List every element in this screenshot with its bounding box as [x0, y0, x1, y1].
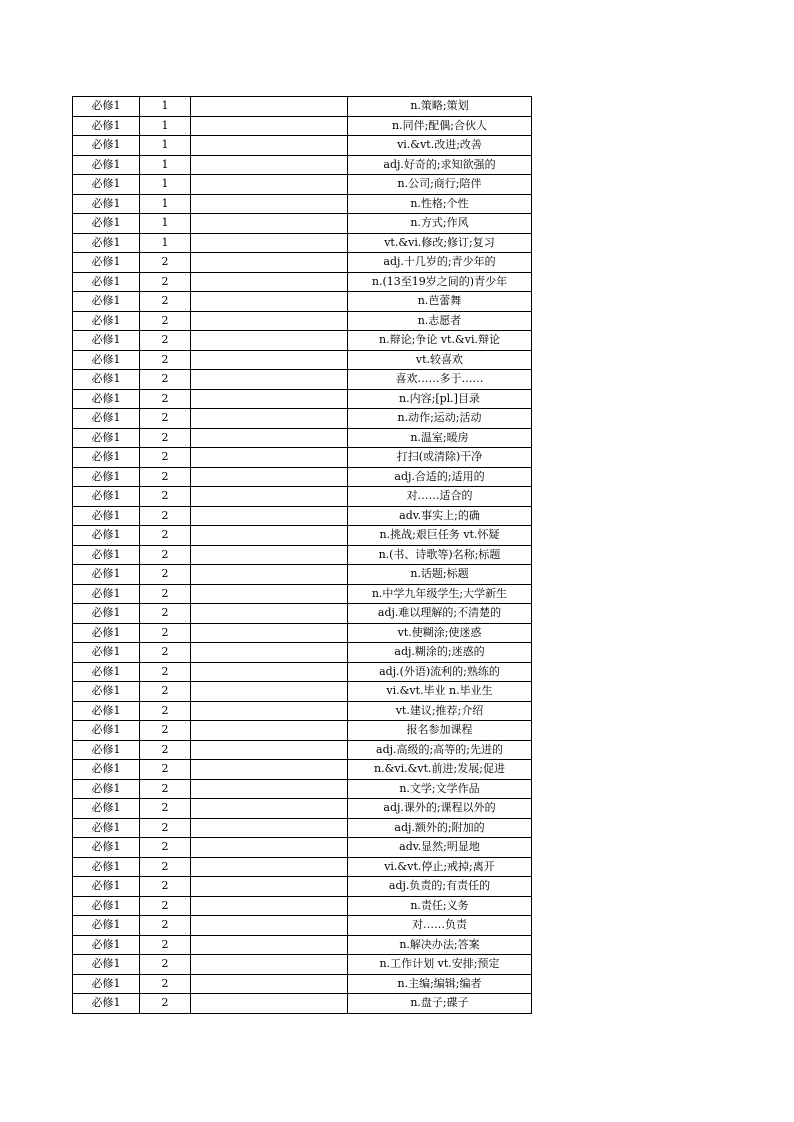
unit-cell: 2 [140, 623, 191, 643]
meaning-cell: n.解决办法;答案 [348, 935, 532, 955]
word-cell [191, 682, 348, 702]
meaning-cell: n.辩论;争论 vt.&vi.辩论 [348, 331, 532, 351]
table-row [73, 331, 532, 351]
unit-cell: 2 [140, 799, 191, 819]
book-cell: 必修1 [73, 662, 140, 682]
word-cell [191, 623, 348, 643]
meaning-cell: n.内容;[pl.]目录 [348, 389, 532, 409]
word-cell [191, 194, 348, 214]
word-cell [191, 857, 348, 877]
table-body [73, 97, 532, 1014]
unit-cell: 2 [140, 701, 191, 721]
unit-cell: 2 [140, 253, 191, 273]
table-row [73, 994, 532, 1014]
book-cell: 必修1 [73, 935, 140, 955]
unit-cell: 2 [140, 311, 191, 331]
unit-cell: 2 [140, 955, 191, 975]
book-cell: 必修1 [73, 253, 140, 273]
table-row [73, 779, 532, 799]
word-cell [191, 97, 348, 117]
table-row [73, 428, 532, 448]
unit-cell: 2 [140, 662, 191, 682]
meaning-cell: n.同伴;配偶;合伙人 [348, 116, 532, 136]
meaning-cell: n.挑战;艰巨任务 vt.怀疑 [348, 526, 532, 546]
book-cell: 必修1 [73, 331, 140, 351]
word-cell [191, 818, 348, 838]
table-row [73, 97, 532, 117]
book-cell: 必修1 [73, 643, 140, 663]
word-cell [191, 292, 348, 312]
table-row [73, 916, 532, 936]
unit-cell: 2 [140, 292, 191, 312]
word-cell [191, 935, 348, 955]
book-cell: 必修1 [73, 292, 140, 312]
book-cell: 必修1 [73, 233, 140, 253]
book-cell: 必修1 [73, 389, 140, 409]
meaning-cell: n.话题;标题 [348, 565, 532, 585]
table-row [73, 896, 532, 916]
unit-cell: 1 [140, 155, 191, 175]
book-cell: 必修1 [73, 409, 140, 429]
book-cell: 必修1 [73, 740, 140, 760]
unit-cell: 2 [140, 370, 191, 390]
table-row [73, 175, 532, 195]
word-cell [191, 584, 348, 604]
meaning-cell: n.方式;作风 [348, 214, 532, 234]
unit-cell: 1 [140, 97, 191, 117]
meaning-cell: adj.负责的;有责任的 [348, 877, 532, 897]
table-row [73, 877, 532, 897]
unit-cell: 2 [140, 409, 191, 429]
unit-cell: 2 [140, 584, 191, 604]
unit-cell: 2 [140, 643, 191, 663]
meaning-cell: vt.&vi.修改;修订;复习 [348, 233, 532, 253]
word-cell [191, 760, 348, 780]
table-row [73, 487, 532, 507]
table-row [73, 643, 532, 663]
meaning-cell: n.动作;运动;活动 [348, 409, 532, 429]
book-cell: 必修1 [73, 194, 140, 214]
table-row [73, 604, 532, 624]
book-cell: 必修1 [73, 448, 140, 468]
word-cell [191, 311, 348, 331]
book-cell: 必修1 [73, 974, 140, 994]
table-row [73, 467, 532, 487]
unit-cell: 2 [140, 350, 191, 370]
unit-cell: 2 [140, 272, 191, 292]
book-cell: 必修1 [73, 623, 140, 643]
unit-cell: 2 [140, 428, 191, 448]
book-cell: 必修1 [73, 487, 140, 507]
book-cell: 必修1 [73, 916, 140, 936]
meaning-cell: 打扫(或清除)干净 [348, 448, 532, 468]
table-row [73, 526, 532, 546]
table-row [73, 955, 532, 975]
unit-cell: 1 [140, 214, 191, 234]
book-cell: 必修1 [73, 214, 140, 234]
word-cell [191, 136, 348, 156]
unit-cell: 2 [140, 838, 191, 858]
meaning-cell: vt.使糊涂;使迷惑 [348, 623, 532, 643]
unit-cell: 2 [140, 916, 191, 936]
book-cell: 必修1 [73, 584, 140, 604]
unit-cell: 2 [140, 448, 191, 468]
table-row [73, 838, 532, 858]
table-row [73, 818, 532, 838]
word-cell [191, 545, 348, 565]
unit-cell: 2 [140, 331, 191, 351]
word-cell [191, 487, 348, 507]
meaning-cell: n.主编;编辑;编者 [348, 974, 532, 994]
unit-cell: 2 [140, 779, 191, 799]
meaning-cell: n.策略;策划 [348, 97, 532, 117]
meaning-cell: adj.好奇的;求知欲强的 [348, 155, 532, 175]
book-cell: 必修1 [73, 818, 140, 838]
word-cell [191, 955, 348, 975]
meaning-cell: n.盘子;碟子 [348, 994, 532, 1014]
meaning-cell: n.芭蕾舞 [348, 292, 532, 312]
unit-cell: 2 [140, 565, 191, 585]
meaning-cell: n.温室;暖房 [348, 428, 532, 448]
table-row [73, 740, 532, 760]
word-cell [191, 467, 348, 487]
unit-cell: 2 [140, 974, 191, 994]
meaning-cell: adv.显然;明显地 [348, 838, 532, 858]
vocabulary-table [72, 96, 532, 1014]
unit-cell: 1 [140, 194, 191, 214]
book-cell: 必修1 [73, 370, 140, 390]
unit-cell: 2 [140, 526, 191, 546]
unit-cell: 2 [140, 994, 191, 1014]
table-row [73, 799, 532, 819]
meaning-cell: n.性格;个性 [348, 194, 532, 214]
word-cell [191, 779, 348, 799]
word-cell [191, 214, 348, 234]
meaning-cell: adj.高级的;高等的;先进的 [348, 740, 532, 760]
word-cell [191, 409, 348, 429]
meaning-cell: vi.&vt.毕业 n.毕业生 [348, 682, 532, 702]
book-cell: 必修1 [73, 545, 140, 565]
book-cell: 必修1 [73, 682, 140, 702]
table-row [73, 155, 532, 175]
unit-cell: 2 [140, 721, 191, 741]
book-cell: 必修1 [73, 857, 140, 877]
word-cell [191, 721, 348, 741]
table-row [73, 136, 532, 156]
unit-cell: 2 [140, 682, 191, 702]
meaning-cell: adj.难以理解的;不清楚的 [348, 604, 532, 624]
book-cell: 必修1 [73, 877, 140, 897]
meaning-cell: 对……负责 [348, 916, 532, 936]
word-cell [191, 175, 348, 195]
book-cell: 必修1 [73, 994, 140, 1014]
unit-cell: 2 [140, 545, 191, 565]
meaning-cell: n.文学;文学作品 [348, 779, 532, 799]
meaning-cell: n.责任;义务 [348, 896, 532, 916]
table-row [73, 857, 532, 877]
table-row [73, 409, 532, 429]
meaning-cell: adj.合适的;适用的 [348, 467, 532, 487]
word-cell [191, 350, 348, 370]
book-cell: 必修1 [73, 136, 140, 156]
meaning-cell: adj.(外语)流利的;熟练的 [348, 662, 532, 682]
table-row [73, 350, 532, 370]
word-cell [191, 916, 348, 936]
book-cell: 必修1 [73, 721, 140, 741]
word-cell [191, 799, 348, 819]
book-cell: 必修1 [73, 350, 140, 370]
word-cell [191, 233, 348, 253]
word-cell [191, 389, 348, 409]
book-cell: 必修1 [73, 838, 140, 858]
meaning-cell: adj.额外的;附加的 [348, 818, 532, 838]
meaning-cell: n.公司;商行;陪伴 [348, 175, 532, 195]
book-cell: 必修1 [73, 760, 140, 780]
book-cell: 必修1 [73, 97, 140, 117]
book-cell: 必修1 [73, 311, 140, 331]
unit-cell: 2 [140, 818, 191, 838]
table-row [73, 682, 532, 702]
table-row [73, 214, 532, 234]
meaning-cell: adj.课外的;课程以外的 [348, 799, 532, 819]
book-cell: 必修1 [73, 467, 140, 487]
unit-cell: 2 [140, 935, 191, 955]
book-cell: 必修1 [73, 799, 140, 819]
table-row [73, 233, 532, 253]
table-row [73, 448, 532, 468]
table-row [73, 389, 532, 409]
unit-cell: 2 [140, 877, 191, 897]
unit-cell: 2 [140, 760, 191, 780]
word-cell [191, 701, 348, 721]
word-cell [191, 448, 348, 468]
table-row [73, 974, 532, 994]
meaning-cell: adj.糊涂的;迷惑的 [348, 643, 532, 663]
word-cell [191, 643, 348, 663]
word-cell [191, 526, 348, 546]
unit-cell: 2 [140, 740, 191, 760]
unit-cell: 2 [140, 467, 191, 487]
unit-cell: 2 [140, 389, 191, 409]
meaning-cell: n.中学九年级学生;大学新生 [348, 584, 532, 604]
meaning-cell: 对……适合的 [348, 487, 532, 507]
meaning-cell: adj.十几岁的;青少年的 [348, 253, 532, 273]
table-row [73, 721, 532, 741]
table-row [73, 370, 532, 390]
meaning-cell: vi.&vt.停止;戒掉;离开 [348, 857, 532, 877]
table-row [73, 662, 532, 682]
word-cell [191, 604, 348, 624]
word-cell [191, 155, 348, 175]
word-cell [191, 877, 348, 897]
meaning-cell: vi.&vt.改进;改善 [348, 136, 532, 156]
table-row [73, 584, 532, 604]
book-cell: 必修1 [73, 428, 140, 448]
unit-cell: 1 [140, 116, 191, 136]
table-row [73, 565, 532, 585]
meaning-cell: n.&vi.&vt.前进;发展;促进 [348, 760, 532, 780]
table-row [73, 760, 532, 780]
meaning-cell: adv.事实上;的确 [348, 506, 532, 526]
word-cell [191, 370, 348, 390]
word-cell [191, 994, 348, 1014]
word-cell [191, 428, 348, 448]
book-cell: 必修1 [73, 565, 140, 585]
book-cell: 必修1 [73, 272, 140, 292]
unit-cell: 2 [140, 506, 191, 526]
table-row [73, 292, 532, 312]
book-cell: 必修1 [73, 896, 140, 916]
table-row [73, 311, 532, 331]
meaning-cell: vt.建议;推荐;介绍 [348, 701, 532, 721]
word-cell [191, 253, 348, 273]
book-cell: 必修1 [73, 506, 140, 526]
meaning-cell: n.志愿者 [348, 311, 532, 331]
word-cell [191, 838, 348, 858]
book-cell: 必修1 [73, 116, 140, 136]
table-row [73, 506, 532, 526]
unit-cell: 2 [140, 857, 191, 877]
table-row [73, 935, 532, 955]
word-cell [191, 974, 348, 994]
word-cell [191, 331, 348, 351]
unit-cell: 2 [140, 487, 191, 507]
table-row [73, 116, 532, 136]
unit-cell: 2 [140, 896, 191, 916]
word-cell [191, 506, 348, 526]
word-cell [191, 272, 348, 292]
word-cell [191, 896, 348, 916]
book-cell: 必修1 [73, 955, 140, 975]
table-row [73, 253, 532, 273]
table-row [73, 272, 532, 292]
meaning-cell: n.工作计划 vt.安排;预定 [348, 955, 532, 975]
meaning-cell: n.(书、诗歌等)名称;标题 [348, 545, 532, 565]
meaning-cell: n.(13至19岁之间的)青少年 [348, 272, 532, 292]
table-row [73, 701, 532, 721]
table-row [73, 623, 532, 643]
word-cell [191, 662, 348, 682]
word-cell [191, 565, 348, 585]
book-cell: 必修1 [73, 155, 140, 175]
book-cell: 必修1 [73, 779, 140, 799]
word-cell [191, 116, 348, 136]
unit-cell: 1 [140, 136, 191, 156]
book-cell: 必修1 [73, 701, 140, 721]
table-row [73, 545, 532, 565]
meaning-cell: 报名参加课程 [348, 721, 532, 741]
unit-cell: 1 [140, 175, 191, 195]
book-cell: 必修1 [73, 526, 140, 546]
meaning-cell: 喜欢……多于…… [348, 370, 532, 390]
book-cell: 必修1 [73, 604, 140, 624]
book-cell: 必修1 [73, 175, 140, 195]
table-row [73, 194, 532, 214]
unit-cell: 2 [140, 604, 191, 624]
meaning-cell: vt.较喜欢 [348, 350, 532, 370]
unit-cell: 1 [140, 233, 191, 253]
word-cell [191, 740, 348, 760]
